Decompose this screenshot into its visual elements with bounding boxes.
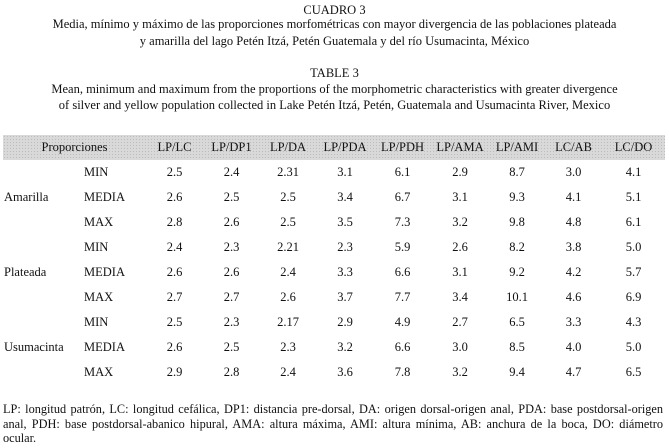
table-cell: 2.6 <box>452 240 468 254</box>
table-cell: 3.1 <box>452 265 468 279</box>
header-lp-dp1: LP/DP1 <box>211 140 252 154</box>
table-row <box>3 360 665 385</box>
table-cell: 6.7 <box>394 190 411 204</box>
table-cell: 2.4 <box>223 165 240 179</box>
group-label-plateada: Plateada <box>4 265 47 279</box>
table-cell: 6.6 <box>394 265 411 279</box>
table-cell: 2.6 <box>166 340 183 354</box>
table-cell: 8.5 <box>509 340 525 354</box>
table-cell: 2.9 <box>452 165 468 179</box>
caption-en-title: TABLE 3 <box>310 66 359 80</box>
abbreviation-legend: LP: longitud patrón, LC: longitud cefálica, DP1: distancia pre-dorsal, DA: origen dorsal-origen anal, PDA: base postdorsal-origen anal, PDH: base postdorsal-abanico hipural, AMA: altura máxima, AMI: altura mínima, AB: anchura de la boca, DO: diámetro ocular. <box>3 402 663 445</box>
table-cell: 3.2 <box>452 215 468 229</box>
caption-en-line-2: of silver and yellow population collected in Lake Petén Itzá, Petén, Guatemala and Usumacinta River, Mexico <box>58 98 611 112</box>
stat-label: MEDIA <box>84 265 125 279</box>
table-cell: 2.7 <box>452 315 468 329</box>
stat-label: MEDIA <box>84 340 125 354</box>
header-proporciones: Proporciones <box>41 140 108 154</box>
table-cell: 5.0 <box>625 240 642 254</box>
table-cell: 3.4 <box>337 190 353 204</box>
table-cell: 3.2 <box>452 365 468 379</box>
table-cell: 2.3 <box>337 240 353 254</box>
table-row <box>3 185 665 210</box>
header-lp-pda: LP/PDA <box>323 140 367 154</box>
table-cell: 2.6 <box>166 190 183 204</box>
header-lc-ab: LC/AB <box>555 140 592 154</box>
table-row <box>3 210 665 235</box>
stat-label: MAX <box>84 290 114 304</box>
table-cell: 9.4 <box>509 365 525 379</box>
table-cell: 2.4 <box>280 265 296 279</box>
stat-label: MAX <box>84 215 114 229</box>
table-cell: 6.9 <box>625 290 642 304</box>
table-cell: 6.1 <box>394 165 411 179</box>
table-cell: 7.7 <box>394 290 411 304</box>
table-cell: 2.5 <box>280 215 296 229</box>
table-cell: 3.5 <box>337 215 353 229</box>
caption-es-line-2: y amarilla del lago Petén Itzá, Petén Guatemala y del río Usumacinta, México <box>139 34 530 48</box>
table-cell: 2.7 <box>223 290 240 304</box>
table-cell: 9.3 <box>509 190 525 204</box>
table-cell: 3.0 <box>452 340 468 354</box>
table-cell: 8.7 <box>509 165 525 179</box>
table-cell: 5.0 <box>625 340 642 354</box>
table-cell: 2.7 <box>166 290 183 304</box>
table-cell: 6.6 <box>394 340 411 354</box>
table-cell: 2.6 <box>223 215 240 229</box>
table-cell: 2.3 <box>223 240 240 254</box>
table-cell: 4.2 <box>565 265 582 279</box>
header-lc-do: LC/DO <box>614 140 653 154</box>
table-cell: 6.5 <box>509 315 525 329</box>
table-cell: 4.6 <box>565 290 582 304</box>
table-cell: 9.2 <box>509 265 525 279</box>
stat-label: MIN <box>84 240 109 254</box>
caption-es-line-1: Media, mínimo y máximo de las proporciones morfométricas con mayor divergencia de las poblaciones plateada <box>52 17 617 31</box>
table-cell: 2.5 <box>280 190 296 204</box>
header-lp-ama: LP/AMA <box>436 140 484 154</box>
table-cell: 2.5 <box>166 165 183 179</box>
table-cell: 6.5 <box>625 365 642 379</box>
proportions-table-wrapper <box>3 135 665 385</box>
table-header-row <box>3 135 665 160</box>
caption-es-title: CUADRO 3 <box>303 3 366 17</box>
table-cell: 2.6 <box>223 265 240 279</box>
table-cell: 4.7 <box>565 365 582 379</box>
table-cell: 3.3 <box>565 315 582 329</box>
stat-label: MIN <box>84 315 109 329</box>
table-cell: 2.17 <box>277 315 299 329</box>
table-cell: 5.1 <box>625 190 642 204</box>
table-cell: 10.1 <box>506 290 528 304</box>
table-cell: 4.8 <box>565 215 582 229</box>
header-lp-ami: LP/AMI <box>495 140 539 154</box>
table-cell: 2.5 <box>223 190 240 204</box>
table-cell: 7.8 <box>394 365 411 379</box>
table-cell: 2.3 <box>280 340 296 354</box>
table-cell: 3.0 <box>565 165 582 179</box>
table-cell: 2.4 <box>280 365 296 379</box>
table-cell: 4.9 <box>394 315 411 329</box>
table-row <box>3 260 665 285</box>
table-cell: 7.3 <box>394 215 411 229</box>
stat-label: MEDIA <box>84 190 125 204</box>
group-label-usumacinta: Usumacinta <box>4 340 64 354</box>
table-cell: 2.6 <box>166 265 183 279</box>
group-label-amarilla: Amarilla <box>4 190 49 204</box>
table-cell: 2.21 <box>277 240 299 254</box>
table-row <box>3 335 665 360</box>
table-row <box>3 235 665 260</box>
table-cell: 4.0 <box>565 340 582 354</box>
caption-en-line-1: Mean, minimum and maximum from the proportions of the morphometric characteristics with greater divergence <box>51 82 618 96</box>
table-cell: 8.2 <box>509 240 525 254</box>
table-cell: 2.5 <box>166 315 183 329</box>
table-cell: 4.1 <box>565 190 582 204</box>
table-row <box>3 285 665 310</box>
table-cell: 2.9 <box>337 315 353 329</box>
table-cell: 2.4 <box>166 240 183 254</box>
proportions-table <box>3 135 665 385</box>
table-cell: 4.1 <box>625 165 642 179</box>
table-cell: 2.31 <box>277 165 299 179</box>
table-cell: 3.4 <box>452 290 468 304</box>
table-cell: 3.8 <box>565 240 582 254</box>
table-cell: 6.1 <box>625 215 642 229</box>
table-cell: 3.1 <box>337 165 353 179</box>
table-row <box>3 310 665 335</box>
header-lp-lc: LP/LC <box>157 140 192 154</box>
table-cell: 3.7 <box>337 290 353 304</box>
table-cell: 3.2 <box>337 340 353 354</box>
table-cell: 5.9 <box>394 240 411 254</box>
table-cell: 3.3 <box>337 265 353 279</box>
table-cell: 2.8 <box>223 365 240 379</box>
table-cell: 2.6 <box>280 290 296 304</box>
table-cell: 4.3 <box>625 315 642 329</box>
table-cell: 2.3 <box>223 315 240 329</box>
table-cell: 2.8 <box>166 215 183 229</box>
table-row <box>3 160 665 185</box>
table-cell: 5.7 <box>625 265 642 279</box>
table-cell: 3.6 <box>337 365 353 379</box>
header-lp-pdh: LP/PDH <box>380 140 425 154</box>
table-cell: 2.9 <box>166 365 183 379</box>
table-cell: 3.1 <box>452 190 468 204</box>
stat-label: MIN <box>84 165 109 179</box>
table-cell: 9.8 <box>509 215 525 229</box>
header-lp-da: LP/DA <box>269 140 307 154</box>
table-cell: 2.5 <box>223 340 240 354</box>
stat-label: MAX <box>84 365 114 379</box>
